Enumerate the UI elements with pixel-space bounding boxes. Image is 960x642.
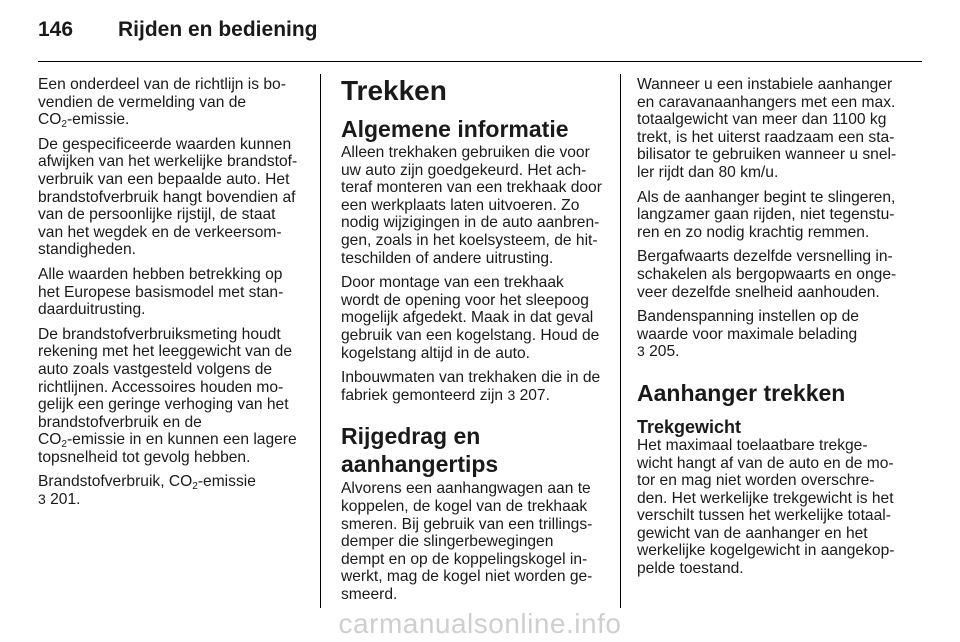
heading-line: Rijgedrag en <box>341 423 481 450</box>
page-number: 146 <box>38 18 74 41</box>
paragraph <box>38 136 306 259</box>
paragraph <box>637 308 905 361</box>
text-line: Brandstofverbruik, CO <box>38 473 193 491</box>
page-reference[interactable]: 205. <box>644 343 680 361</box>
text-line: -emissie <box>197 473 256 491</box>
text-line: trekt, is het uiterst raadzaam een sta- <box>637 128 895 146</box>
text-line: fabriek gemonteerd zijn <box>341 386 508 404</box>
text-line: het Europese basismodel met stan- <box>38 283 284 301</box>
paragraph <box>38 76 306 129</box>
text-line: Alvorens een aanhangwagen aan te <box>341 480 591 498</box>
text-line: brandstofverbruik hangt bovendien af <box>38 188 296 206</box>
text-line: verschilt tussen het werkelijke totaal- <box>637 507 891 525</box>
text-line: -emissie. <box>66 111 130 129</box>
text-line: -emissie in en kunnen een lagere <box>66 431 297 449</box>
subscript: 2 <box>61 439 67 451</box>
text-line: totaalgewicht van meer dan 1100 kg <box>637 111 887 129</box>
text-line: CO <box>38 431 62 449</box>
heading-algemene-informatie: Algemene informatie <box>341 116 569 142</box>
paragraph <box>637 76 905 182</box>
text-line: werkt, mag de kogel niet worden ge- <box>341 568 593 586</box>
page-reference-arrow-icon: 3 <box>637 343 645 360</box>
text-line: tor en mag niet worden overschre- <box>637 472 875 490</box>
subscript: 2 <box>192 481 198 493</box>
text-line: Alleen trekhaken gebruiken die voor <box>341 144 590 161</box>
text-line: pelde toestand. <box>637 560 744 578</box>
text-line: Een onderdeel van de richtlijn is bo- <box>38 76 286 93</box>
text-line: Het maximaal toelaatbare trekge- <box>637 436 868 454</box>
text-line: topsnelheid tot gevolg hebben. <box>38 448 251 466</box>
page-header <box>38 18 318 42</box>
text-line: ler rijdt dan 80 km/u. <box>637 163 779 181</box>
text-line: gewicht van de aanhanger en het <box>637 524 868 542</box>
text-line: Door montage van een trekhaak <box>341 274 564 292</box>
text-line: teschilden of andere uitrusting. <box>341 249 554 267</box>
column-divider-1 <box>320 74 321 608</box>
text-line: smeerd. <box>341 585 398 603</box>
paragraph <box>38 266 306 319</box>
text-line: De gespecificeerde waarden kunnen <box>38 135 292 153</box>
text-line: Alle waarden hebben betrekking op <box>38 265 283 283</box>
text-line: langzamer gaan rijden, niet tegenstu- <box>637 206 895 224</box>
text-line: dempt en op de koppelingskogel in- <box>341 550 588 568</box>
text-line: brandstofverbruik en de <box>38 413 202 431</box>
text-line: werkelijke kogelgewicht in aangekop- <box>637 542 895 560</box>
chapter-title: Rijden en bediening <box>118 18 318 41</box>
text-line: Bergafwaarts dezelfde versnelling in- <box>637 248 893 266</box>
paragraph <box>637 189 905 242</box>
paragraph <box>637 248 905 301</box>
heading-trekgewicht: Trekgewicht <box>637 416 742 437</box>
paragraph <box>341 480 605 603</box>
watermark: carmanualsonline.info <box>338 608 622 639</box>
text-line: wicht hangt af van de auto en de mo- <box>637 454 894 472</box>
paragraph <box>341 369 605 404</box>
text-line: mogelijk afgedekt. Maak in dat geval <box>341 309 594 327</box>
heading-aanhanger-trekken: Aanhanger trekken <box>637 379 846 406</box>
text-line: koppelen, de kogel van de trekhaak <box>341 497 588 515</box>
text-line: bilisator te gebruiken wanneer u snel- <box>637 146 897 164</box>
column-3 <box>637 76 905 585</box>
paragraph <box>341 144 605 267</box>
text-line: ren en zo nodig krachtig remmen. <box>637 223 870 241</box>
text-line: standigheden. <box>38 241 136 259</box>
text-line: Als de aanhanger begint te slingeren, <box>637 188 896 206</box>
text-line: schakelen als bergopwaarts en onge- <box>637 265 897 283</box>
text-line: van het wegdek en de verkeersom- <box>38 223 282 241</box>
text-line: demper die slingerbewegingen <box>341 533 554 551</box>
paragraph <box>341 274 605 362</box>
text-line: van de persoonlijke rijstijl, de staat <box>38 206 276 224</box>
text-line: Bandenspanning instellen op de <box>637 308 859 326</box>
text-line: vendien de vermelding van de <box>38 93 247 111</box>
text-line: uw auto zijn goedgekeurd. Het ach- <box>341 161 587 179</box>
text-line: smeren. Bij gebruik van een trillings- <box>341 515 593 533</box>
header-rule <box>38 61 922 62</box>
page-reference[interactable]: 201. <box>45 491 81 509</box>
text-line: afwijken van het werkelijke brandstof- <box>38 153 298 171</box>
text-line: verbruik van een bepaalde auto. Het <box>38 170 290 188</box>
page-reference[interactable]: 207. <box>515 386 550 404</box>
heading-trekken: Trekken <box>341 75 447 106</box>
text-line: CO <box>38 111 62 129</box>
text-line: gen, zoals in het koelsysteem, de hit- <box>341 231 598 249</box>
text-line: kogelstang altijd in de auto. <box>341 344 530 362</box>
text-line: gebruik van een kogelstang. Houd de <box>341 326 600 344</box>
text-line: Wanneer u een instabiele aanhanger <box>637 76 893 93</box>
text-line: gelijk een geringe verhoging van het <box>38 396 289 414</box>
paragraph <box>637 437 905 578</box>
page-reference-arrow-icon: 3 <box>507 386 516 403</box>
text-line: en caravanaanhangers met een max. <box>637 93 896 111</box>
text-line: den. Het werkelijke trekgewicht is het <box>637 489 894 507</box>
text-line: een werkplaats laten uitvoeren. Zo <box>341 196 580 214</box>
text-line: daarduitrusting. <box>38 301 146 319</box>
column-divider-2 <box>620 74 621 608</box>
subscript: 2 <box>61 119 67 131</box>
column-2 <box>341 76 605 610</box>
heading-line: aanhangertips <box>341 451 499 478</box>
text-line: nodig wijzigingen in de auto aanbren- <box>341 214 600 232</box>
text-line: teraf monteren van een trekhaak door <box>341 179 602 197</box>
paragraph <box>38 326 306 467</box>
text-line: rekening met het leeggewicht van de <box>38 343 292 361</box>
text-line: veer dezelfde snelheid aanhouden. <box>637 283 880 301</box>
text-line: auto zoals vastgesteld volgens de <box>38 360 273 378</box>
paragraph <box>38 473 306 508</box>
page-reference-arrow-icon: 3 <box>38 491 46 508</box>
text-line: waarde voor maximale belading <box>637 325 858 343</box>
heading-rijgedrag <box>341 422 605 478</box>
text-line: richtlijnen. Accessoires houden mo- <box>38 378 284 396</box>
text-line: wordt de opening voor het sleepoog <box>341 291 589 309</box>
column-1 <box>38 76 306 516</box>
text-line: Inbouwmaten van trekhaken die in de <box>341 369 601 387</box>
text-line: De brandstofverbruiksmeting houdt <box>38 325 281 343</box>
